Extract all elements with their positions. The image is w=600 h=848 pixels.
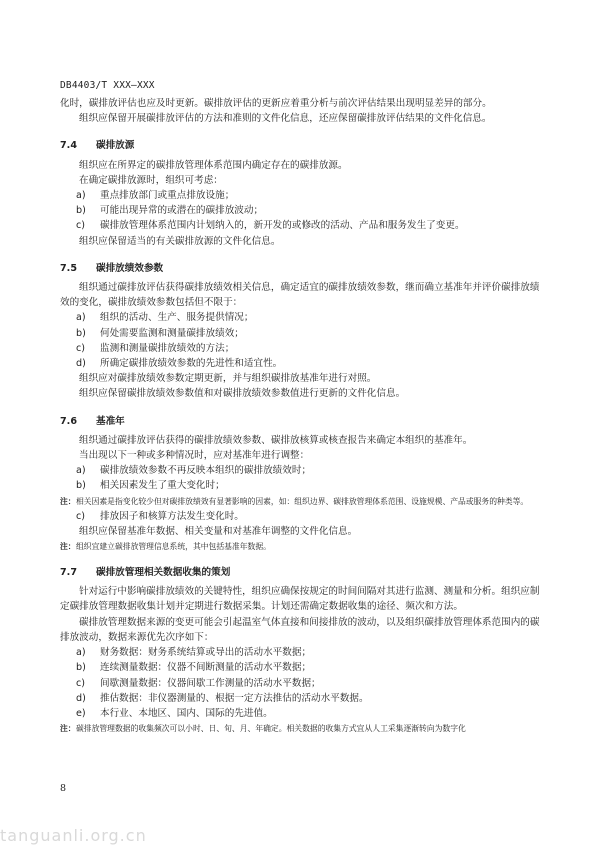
list-marker: a) xyxy=(76,465,86,477)
list-text: 排放因子和核算方法发生变化时。 xyxy=(100,510,244,522)
list-text: 重点排放部门或重点排放设施； xyxy=(100,190,235,202)
list-text: 相关因素发生了重大变化时； xyxy=(100,480,225,492)
section-title: 碳排放管理相关数据收集的策划 xyxy=(96,567,231,579)
list-marker: d) xyxy=(76,692,86,704)
note-label: 注： xyxy=(60,496,76,506)
list-marker: c) xyxy=(76,342,86,354)
list-item xyxy=(60,676,540,691)
list-text: 何处需要监测和测量碳排放绩效； xyxy=(100,327,244,339)
list-marker: a) xyxy=(76,190,86,202)
note-text: 相关因素是指变化较少但对碳排放绩效有显著影响的因素，如：组织边界、碳排放管理体系范围、设施规模、产品或服务的种类等。 xyxy=(76,496,529,506)
list-item xyxy=(60,463,540,478)
list-marker: a) xyxy=(76,647,86,659)
list-item xyxy=(60,509,540,524)
list-item xyxy=(60,203,540,218)
section-number: 7.7 xyxy=(60,567,77,579)
note-text: 碳排放管理数据的收集频次可以小时、日、旬、月、年确定。相关数据的收集方式宜从人工采集逐渐转向为数字化 xyxy=(76,724,466,734)
list-marker: c) xyxy=(76,677,86,689)
list-item xyxy=(60,645,540,660)
list-text: 碳排放管理体系范围内计划纳入的，新开发的或修改的活动、产品和服务发生了变更。 xyxy=(100,220,465,232)
document-header: DB4403/T XXX—XXX xyxy=(60,80,155,91)
paragraph: 组织应保留基准年数据、相关变量和对基准年调整的文件化信息。 xyxy=(79,525,358,537)
note-label: 注： xyxy=(60,724,76,734)
paragraph: 组织应在所界定的碳排放管理体系范围内确定存在的碳排放源。 xyxy=(79,159,348,171)
note xyxy=(60,722,540,735)
note xyxy=(60,495,540,508)
paragraph: 组织通过碳排放评估获得碳排放绩效相关信息，确定适宜的碳排放绩效参数，继而确立基准年并评价碳排放绩效的变化，碳排放绩效参数包括但不限于： xyxy=(60,282,540,309)
list-item xyxy=(60,706,540,721)
list-item xyxy=(60,478,540,493)
note-text: 组织宜建立碳排放管理信息系统，其中包括基准年数据。 xyxy=(76,542,271,552)
page-number: 8 xyxy=(60,783,67,794)
list-marker: b) xyxy=(76,205,86,217)
list-item xyxy=(60,188,540,203)
watermark: tanguanli.org.cn xyxy=(0,826,147,845)
list-marker: c) xyxy=(76,510,86,522)
list-item xyxy=(60,310,540,325)
list-text: 本行业、本地区、国内、国际的先进值。 xyxy=(100,707,273,719)
section-title: 碳排放绩效参数 xyxy=(96,262,164,274)
list-item xyxy=(60,341,540,356)
section-number: 7.5 xyxy=(60,262,77,274)
document-body xyxy=(60,96,540,736)
section-heading-7-5 xyxy=(60,261,540,276)
section-number: 7.6 xyxy=(60,415,77,427)
list-marker: d) xyxy=(76,358,86,370)
list-text: 监测和测量碳排放绩效的方法； xyxy=(100,342,235,354)
list-text: 推估数据：非仪器测量的、根据一定方法推估的活动水平数据。 xyxy=(100,692,369,704)
list-item xyxy=(60,691,540,706)
section-heading-7-6 xyxy=(60,414,540,429)
list-text: 碳排放绩效参数不再反映本组织的碳排放绩效时； xyxy=(100,465,312,477)
list-item xyxy=(60,356,540,371)
paragraph: 组织应保留适当的有关碳排放源的文件化信息。 xyxy=(79,235,281,247)
list-marker: b) xyxy=(76,480,86,492)
section-title: 基准年 xyxy=(96,415,125,427)
section-heading-7-7 xyxy=(60,565,540,580)
list-text: 连续测量数据：仪器不间断测量的活动水平数据； xyxy=(100,662,312,674)
note-label: 注： xyxy=(60,542,76,552)
list-text: 可能出现异常的或潜在的碳排放波动； xyxy=(100,205,264,217)
paragraph: 组织应对碳排放绩效参数定期更新，并与组织碳排放基准年进行对照。 xyxy=(79,373,377,385)
section-number: 7.4 xyxy=(60,140,77,152)
list-item xyxy=(60,326,540,341)
paragraph: 针对运行中影响碳排放绩效的关键特性，组织应确保按规定的时间间隔对其进行监测、测量和分析。组织应制定碳排放管理数据收集计划并定期进行数据采集。计划还需确定数据收集的途径、频次和方法。 xyxy=(60,586,540,613)
list-item xyxy=(60,660,540,675)
list-text: 间歇测量数据：仪器间歇工作测量的活动水平数据； xyxy=(100,677,321,689)
list-marker: b) xyxy=(76,327,86,339)
list-marker: c) xyxy=(76,220,86,232)
list-marker: e) xyxy=(76,707,86,719)
list-marker: b) xyxy=(76,662,86,674)
paragraph: 组织通过碳排放评估获得的碳排放绩效参数、碳排放核算或核查报告来确定本组织的基准年。 xyxy=(79,434,473,446)
paragraph: 组织应保留碳排放绩效参数值和对碳排放绩效参数值进行更新的文件化信息。 xyxy=(79,388,406,400)
list-marker: a) xyxy=(76,312,86,324)
paragraph: 在确定碳排放源时，组织可考虑： xyxy=(79,174,223,186)
section-title: 碳排放源 xyxy=(96,140,135,152)
note xyxy=(60,540,540,553)
intro-paragraph-2: 组织应保留开展碳排放评估的方法和准则的文件化信息，还应保留碳排放评估结果的文件化信息。 xyxy=(79,113,492,125)
list-text: 所确定碳排放绩效参数的先进性和适宜性。 xyxy=(100,358,283,370)
paragraph: 当出现以下一种或多种情况时，应对基准年进行调整： xyxy=(79,450,310,462)
intro-paragraph-1: 化时，碳排放评估也应及时更新。碳排放评估的更新应着重分析与前次评估结果出现明显差异的部分。 xyxy=(60,98,492,109)
list-text: 组织的活动、生产、服务提供情况； xyxy=(100,312,254,324)
section-heading-7-4 xyxy=(60,138,540,153)
list-item xyxy=(60,218,540,233)
paragraph: 碳排放管理数据来源的变更可能会引起温室气体直接和间接排放的波动，以及组织碳排放管理体系范围内的碳排放波动，数据来源优先次序如下： xyxy=(60,616,540,643)
list-text: 财务数据：财务系统结算或导出的活动水平数据； xyxy=(100,647,312,659)
